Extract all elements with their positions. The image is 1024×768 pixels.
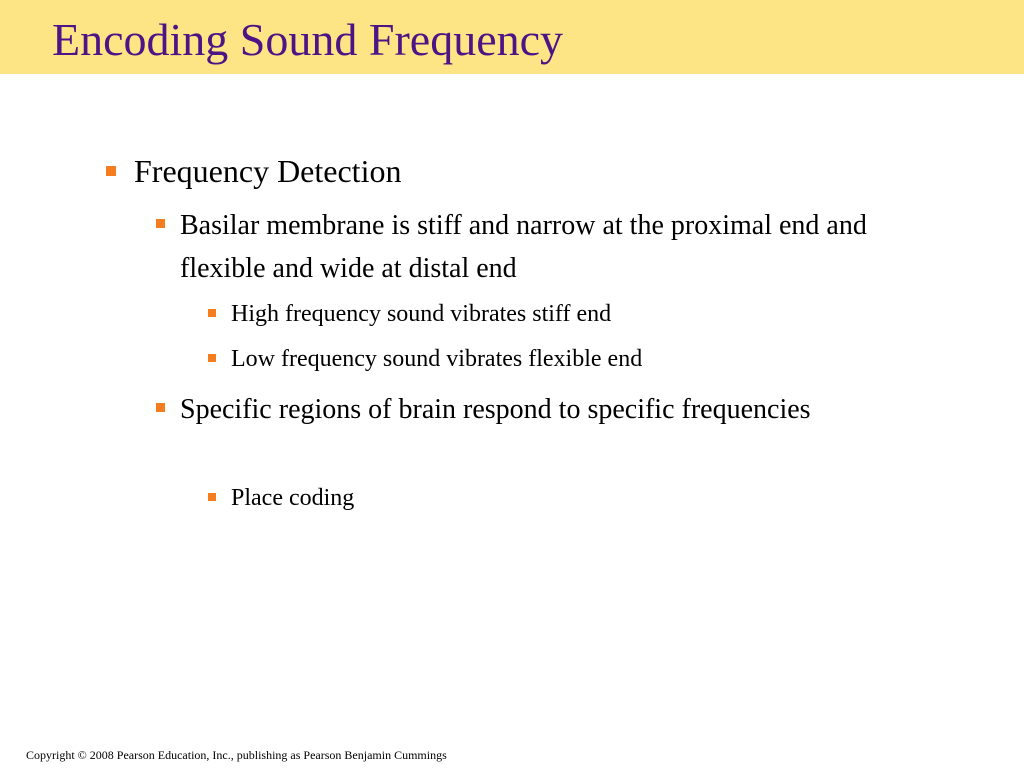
bullet-text: Place coding [231, 485, 355, 511]
bullet-square-icon [106, 166, 116, 176]
bullet-item-specific-regions [156, 388, 956, 431]
bullet-text: High frequency sound vibrates stiff end [231, 301, 612, 327]
bullet-item-place-coding [208, 482, 968, 514]
bullet-item-high-frequency [208, 298, 968, 330]
bullet-square-icon [156, 219, 165, 228]
bullet-item-basilar-membrane [156, 204, 956, 290]
bullet-item-frequency-detection [106, 150, 966, 192]
bullet-item-low-frequency [208, 343, 968, 375]
slide-title: Encoding Sound Frequency [52, 14, 564, 65]
copyright-footer: Copyright © 2008 Pearson Education, Inc., publishing as Pearson Benjamin Cummings [26, 748, 447, 762]
bullet-text: Specific regions of brain respond to specific frequencies [180, 394, 811, 425]
bullet-square-icon [156, 403, 165, 412]
bullet-square-icon [208, 354, 216, 362]
bullet-text: Frequency Detection [134, 153, 402, 189]
bullet-square-icon [208, 309, 216, 317]
bullet-square-icon [208, 493, 216, 501]
bullet-text: Low frequency sound vibrates flexible end [231, 346, 643, 372]
bullet-text: Basilar membrane is stiff and narrow at the proximal end and flexible and wide at distal end [180, 210, 867, 284]
